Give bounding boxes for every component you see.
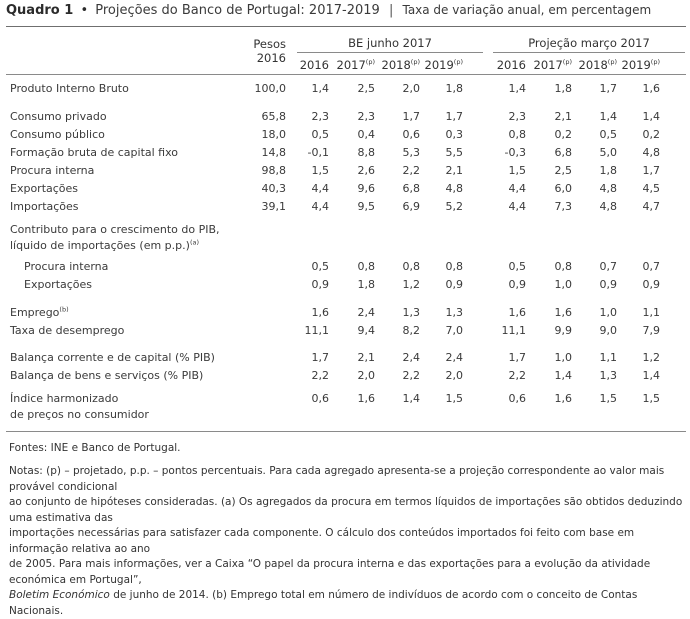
weight-cell: 18,0 xyxy=(261,128,286,141)
weight-cell: 39,1 xyxy=(261,200,286,213)
value-cell: 1,2 xyxy=(642,351,660,364)
value-cell: 0,5 xyxy=(311,128,329,141)
year-header xyxy=(577,58,617,72)
value-cell: 1,5 xyxy=(445,392,463,405)
title-subtitle: Taxa de variação anual, em percentagem xyxy=(402,3,652,17)
row-label-text: Contributo para o crescimento do PIB, xyxy=(10,223,220,236)
row-label-text: Consumo público xyxy=(10,128,105,141)
value-cell: 0,2 xyxy=(642,128,660,141)
value-cell: 1,7 xyxy=(402,110,420,123)
year-label: 2016 xyxy=(496,58,526,72)
row-label-text: Balança corrente e de capital (% PIB) xyxy=(10,351,215,364)
row-label-text: Formação bruta de capital fixo xyxy=(10,146,179,159)
top-rule xyxy=(6,26,686,27)
value-cell: 2,1 xyxy=(357,351,375,364)
row-label xyxy=(10,164,94,178)
value-cell: 2,3 xyxy=(508,110,526,123)
value-cell: 1,1 xyxy=(642,306,660,319)
value-cell: 0,5 xyxy=(599,128,617,141)
value-cell: 4,5 xyxy=(642,182,660,195)
row-label xyxy=(10,239,199,253)
value-cell: 11,1 xyxy=(501,324,526,337)
group-header-projection-march: Projeção março 2017 xyxy=(528,36,650,50)
value-cell: 1,8 xyxy=(445,82,463,95)
year-header xyxy=(532,58,572,72)
row-label-text: Procura interna xyxy=(10,164,95,177)
value-cell: 0,4 xyxy=(357,128,375,141)
value-cell: 2,1 xyxy=(554,110,572,123)
value-cell: 6,0 xyxy=(554,182,572,195)
value-cell: 2,3 xyxy=(311,110,329,123)
value-cell: 2,2 xyxy=(402,369,420,382)
value-cell: 2,6 xyxy=(357,164,375,177)
notes-line: importações necessárias para satisfazer cada componente. O cálculo dos conteúdos importados foi feito com base em informação relativa ao ano xyxy=(9,527,635,555)
value-cell: 1,0 xyxy=(554,351,572,364)
projected-marker: (p) xyxy=(410,58,420,67)
projected-marker: (p) xyxy=(453,58,463,67)
notes-line: ao conjunto de hipóteses consideradas. (a) Os agregados da procura em termos líquidos de importações são obtidos deduzindo uma estimativa das xyxy=(9,496,683,524)
value-cell: 0,6 xyxy=(311,392,329,405)
row-label xyxy=(10,408,149,422)
value-cell: 5,3 xyxy=(402,146,420,159)
row-label-text: Balança de bens e serviços (% PIB) xyxy=(10,369,204,382)
row-label-text: Índice harmonizado xyxy=(10,392,119,405)
row-label-text: Produto Interno Bruto xyxy=(10,82,129,95)
value-cell: 1,7 xyxy=(508,351,526,364)
value-cell: 0,5 xyxy=(311,260,329,273)
row-label-text: Importações xyxy=(10,200,79,213)
value-cell: 0,7 xyxy=(642,260,660,273)
value-cell: 8,8 xyxy=(357,146,375,159)
value-cell: 2,5 xyxy=(554,164,572,177)
value-cell: 1,4 xyxy=(599,110,617,123)
value-cell: 1,6 xyxy=(357,392,375,405)
footnote-marker: (a) xyxy=(189,238,199,247)
row-label-text: Taxa de desemprego xyxy=(10,324,125,337)
value-cell: 4,4 xyxy=(311,200,329,213)
value-cell: 1,6 xyxy=(642,82,660,95)
notes-line xyxy=(9,588,684,619)
footnote-marker: (b) xyxy=(59,305,69,314)
value-cell: 1,5 xyxy=(599,392,617,405)
value-cell: 1,0 xyxy=(554,278,572,291)
projected-marker: (p) xyxy=(650,58,660,67)
value-cell: 2,4 xyxy=(357,306,375,319)
value-cell: 0,6 xyxy=(402,128,420,141)
value-cell: 6,8 xyxy=(402,182,420,195)
weight-cell: 14,8 xyxy=(261,146,286,159)
value-cell: 4,8 xyxy=(599,200,617,213)
row-label xyxy=(10,82,129,96)
row-label xyxy=(10,182,78,196)
value-cell: 1,3 xyxy=(445,306,463,319)
table-title xyxy=(6,3,651,18)
value-cell: 1,2 xyxy=(402,278,420,291)
title-main: Projeções do Banco de Portugal: 2017-2019 xyxy=(95,3,380,18)
projected-marker: (p) xyxy=(607,58,617,67)
row-label xyxy=(24,278,92,292)
title-bullet: • xyxy=(80,3,89,18)
value-cell: 1,7 xyxy=(599,82,617,95)
value-cell: 6,8 xyxy=(554,146,572,159)
year-label: 2017 xyxy=(533,58,563,72)
sources-note: Fontes: INE e Banco de Portugal. xyxy=(9,442,181,454)
value-cell: 0,9 xyxy=(599,278,617,291)
header-rule xyxy=(6,74,686,75)
row-label xyxy=(10,223,220,237)
year-label: 2017 xyxy=(336,58,366,72)
year-header xyxy=(289,58,329,72)
value-cell: 7,9 xyxy=(642,324,660,337)
value-cell: 1,7 xyxy=(642,164,660,177)
value-cell: 5,5 xyxy=(445,146,463,159)
value-cell: 2,2 xyxy=(402,164,420,177)
value-cell: 9,4 xyxy=(357,324,375,337)
value-cell: 0,8 xyxy=(508,128,526,141)
notes-block xyxy=(9,464,684,619)
value-cell: 2,3 xyxy=(357,110,375,123)
value-cell: 4,8 xyxy=(599,182,617,195)
row-label-text: de preços no consumidor xyxy=(10,408,149,421)
value-cell: 4,4 xyxy=(508,182,526,195)
row-label-text: Emprego xyxy=(10,306,60,319)
row-label xyxy=(10,146,178,160)
value-cell: 9,5 xyxy=(357,200,375,213)
value-cell: 1,6 xyxy=(311,306,329,319)
value-cell: 4,7 xyxy=(642,200,660,213)
weights-header-line2: 2016 xyxy=(256,51,286,65)
value-cell: 0,8 xyxy=(402,260,420,273)
group2-underline xyxy=(493,52,685,53)
row-label-text: líquido de importações (em p.p.) xyxy=(10,239,190,252)
value-cell: 1,6 xyxy=(508,306,526,319)
value-cell: 0,8 xyxy=(357,260,375,273)
weight-cell: 98,8 xyxy=(261,164,286,177)
row-label-text: Exportações xyxy=(24,278,93,291)
notes-line: de 2005. Para mais informações, ver a Caixa “O papel da procura interna e das exportações para a evolução da atividade económica em Portugal”, xyxy=(9,558,651,586)
value-cell: 4,8 xyxy=(642,146,660,159)
row-label xyxy=(10,110,107,124)
value-cell: 1,6 xyxy=(554,306,572,319)
value-cell: 1,4 xyxy=(642,110,660,123)
value-cell: 4,8 xyxy=(445,182,463,195)
row-label xyxy=(10,351,215,365)
value-cell: 0,3 xyxy=(445,128,463,141)
value-cell: 0,6 xyxy=(508,392,526,405)
row-label-text: Procura interna xyxy=(24,260,109,273)
value-cell: 1,8 xyxy=(357,278,375,291)
value-cell: 2,4 xyxy=(445,351,463,364)
title-separator: | xyxy=(388,3,394,18)
value-cell: 1,3 xyxy=(402,306,420,319)
year-label: 2018 xyxy=(578,58,608,72)
value-cell: 0,7 xyxy=(599,260,617,273)
year-label: 2019 xyxy=(424,58,454,72)
row-label-text: Consumo privado xyxy=(10,110,107,123)
value-cell: 1,4 xyxy=(554,369,572,382)
group-header-be-june: BE junho 2017 xyxy=(348,36,432,50)
table-number: Quadro 1 xyxy=(6,3,74,18)
value-cell: 0,9 xyxy=(311,278,329,291)
year-label: 2018 xyxy=(381,58,411,72)
year-label: 2016 xyxy=(299,58,329,72)
value-cell: 4,4 xyxy=(508,200,526,213)
value-cell: 0,9 xyxy=(508,278,526,291)
value-cell: 8,2 xyxy=(402,324,420,337)
group1-underline xyxy=(297,52,483,53)
value-cell: 9,6 xyxy=(357,182,375,195)
row-label xyxy=(10,392,118,406)
value-cell: 4,4 xyxy=(311,182,329,195)
weight-cell: 100,0 xyxy=(254,82,286,95)
value-cell: 1,0 xyxy=(599,306,617,319)
value-cell: 1,4 xyxy=(642,369,660,382)
projected-marker: (p) xyxy=(562,58,572,67)
projected-marker: (p) xyxy=(365,58,375,67)
value-cell: 9,0 xyxy=(599,324,617,337)
value-cell: 0,8 xyxy=(554,260,572,273)
value-cell: 1,1 xyxy=(599,351,617,364)
value-cell: 1,7 xyxy=(311,351,329,364)
value-cell: 1,4 xyxy=(402,392,420,405)
value-cell: 1,5 xyxy=(508,164,526,177)
row-label-text: Exportações xyxy=(10,182,79,195)
value-cell: 0,5 xyxy=(508,260,526,273)
value-cell: 1,5 xyxy=(311,164,329,177)
value-cell: 2,2 xyxy=(508,369,526,382)
value-cell: 1,3 xyxy=(599,369,617,382)
notes-line: Notas: (p) – projetado, p.p. – pontos percentuais. Para cada agregado apresenta-se a projeção correspondente ao valor mais provável condicional xyxy=(9,465,665,493)
year-header xyxy=(380,58,420,72)
notes-line-rest: de junho de 2014. (b) Emprego total em número de indivíduos de acordo com o conceito de Contas Nacionais. xyxy=(9,589,638,617)
value-cell: 1,4 xyxy=(311,82,329,95)
table-bottom-rule xyxy=(6,431,686,432)
year-header xyxy=(486,58,526,72)
year-label: 2019 xyxy=(621,58,651,72)
value-cell: 2,2 xyxy=(311,369,329,382)
value-cell: -0,3 xyxy=(504,146,526,159)
row-label xyxy=(10,324,124,338)
value-cell: 7,3 xyxy=(554,200,572,213)
value-cell: -0,1 xyxy=(307,146,329,159)
value-cell: 7,0 xyxy=(445,324,463,337)
publication-title: Boletim Económico xyxy=(9,589,110,601)
value-cell: 2,0 xyxy=(357,369,375,382)
value-cell: 11,1 xyxy=(304,324,329,337)
row-label xyxy=(10,306,69,320)
value-cell: 0,8 xyxy=(445,260,463,273)
value-cell: 0,2 xyxy=(554,128,572,141)
value-cell: 1,6 xyxy=(554,392,572,405)
value-cell: 1,7 xyxy=(445,110,463,123)
value-cell: 1,5 xyxy=(642,392,660,405)
value-cell: 1,8 xyxy=(554,82,572,95)
value-cell: 9,9 xyxy=(554,324,572,337)
value-cell: 5,2 xyxy=(445,200,463,213)
value-cell: 2,1 xyxy=(445,164,463,177)
value-cell: 1,4 xyxy=(508,82,526,95)
row-label xyxy=(10,200,79,214)
row-label xyxy=(24,260,108,274)
row-label xyxy=(10,369,203,383)
value-cell: 5,0 xyxy=(599,146,617,159)
value-cell: 0,9 xyxy=(642,278,660,291)
value-cell: 2,0 xyxy=(402,82,420,95)
value-cell: 2,4 xyxy=(402,351,420,364)
year-header xyxy=(423,58,463,72)
value-cell: 1,8 xyxy=(599,164,617,177)
weights-header-line1: Pesos xyxy=(253,37,286,51)
year-header xyxy=(620,58,660,72)
value-cell: 2,5 xyxy=(357,82,375,95)
value-cell: 2,0 xyxy=(445,369,463,382)
weight-cell: 65,8 xyxy=(261,110,286,123)
value-cell: 0,9 xyxy=(445,278,463,291)
year-header xyxy=(335,58,375,72)
weight-cell: 40,3 xyxy=(261,182,286,195)
row-label xyxy=(10,128,105,142)
value-cell: 6,9 xyxy=(402,200,420,213)
